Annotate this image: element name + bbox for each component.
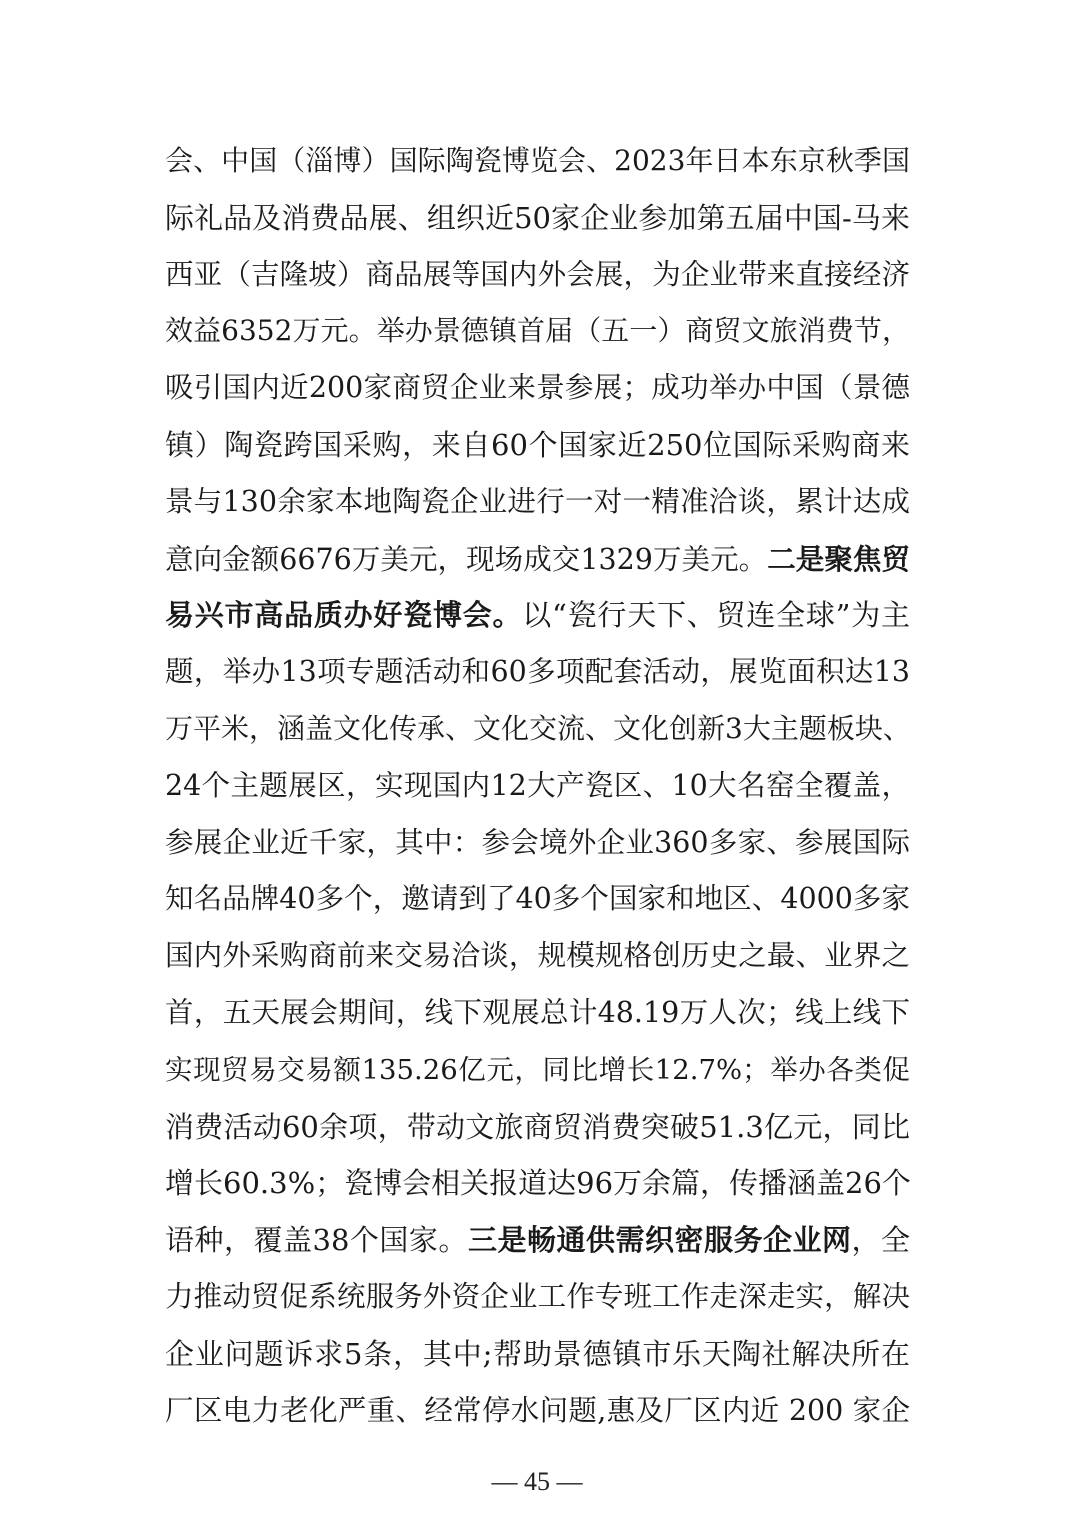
text-segment: 会、中国（淄博）国际陶瓷博览会、2023年日本东京秋季国	[165, 144, 910, 177]
text-line	[165, 876, 910, 922]
text-segment: 力推动贸促系统服务外资企业工作专班工作走深走实，解决	[165, 1280, 910, 1313]
text-line	[165, 933, 910, 979]
text-line	[165, 536, 910, 582]
text-segment: 消费活动60余项，带动文旅商贸消费突破51.3亿元，同比	[165, 1109, 910, 1144]
text-segment: 参展企业近千家，其中：参会境外企业360多家、参展国际	[165, 825, 910, 859]
text-segment: 效益6352万元。举办景德镇首届（五一）商贸文旅消费节，	[165, 314, 910, 348]
text-segment: 意向金额6676万美元，现场成交1329万美元。	[165, 542, 768, 576]
text-line	[165, 195, 910, 241]
text-line	[165, 1217, 910, 1263]
text-segment: 以“瓷行天下、贸连全球”为主	[522, 598, 910, 633]
text-segment: 知名品牌40多个，邀请到了40多个国家和地区、4000多家	[165, 882, 910, 916]
text-segment: 24个主题展区，实现国内12大产瓷区、10大名窑全覆盖，	[165, 768, 910, 802]
text-segment: 际礼品及消费品展、组织近50家企业参加第五届中国-马来	[165, 200, 910, 235]
bold-heading-text: 二是聚焦贸	[767, 541, 910, 576]
text-line	[165, 1388, 910, 1434]
text-line	[165, 706, 910, 752]
text-segment: 西亚（吉隆坡）商品展等国内外会展，为企业带来直接经济	[165, 257, 910, 291]
text-segment: ，全	[851, 1223, 910, 1258]
text-line	[165, 252, 910, 298]
text-line	[165, 1274, 910, 1320]
text-segment: 厂区电力老化严重、经常停水问题,惠及厂区内近 200 家企	[165, 1393, 910, 1427]
text-segment: 增长60.3%；瓷博会相关报道达96万余篇，传播涵盖26个	[165, 1166, 911, 1201]
bold-heading-text: 三是畅通供需织密服务企业网	[467, 1223, 852, 1258]
text-line	[165, 1160, 910, 1206]
text-segment: 企业问题诉求5条，其中;帮助景德镇市乐天陶社解决所在	[165, 1336, 910, 1371]
text-line	[165, 1104, 910, 1150]
text-segment: 题，举办13项专题活动和60多项配套活动，展览面积达13	[165, 655, 910, 689]
text-segment: 吸引国内近200家商贸企业来景参展；成功举办中国（景德	[165, 371, 910, 405]
text-line	[165, 479, 910, 525]
text-line	[165, 308, 910, 354]
text-line	[165, 990, 910, 1036]
text-line	[165, 422, 910, 468]
text-segment: 万平米，涵盖文化传承、文化交流、文化创新3大主题板块、	[165, 712, 911, 745]
bold-heading-text: 易兴市高品质办好瓷博会。	[165, 598, 523, 633]
text-segment: 实现贸易交易额135.26亿元，同比增长12.7%；举办各类促	[165, 1053, 910, 1086]
text-line	[165, 365, 910, 411]
text-line	[165, 1047, 910, 1093]
page-number: — 45 —	[491, 1467, 583, 1496]
text-segment: 语种，覆盖38个国家。	[165, 1223, 468, 1258]
text-line	[165, 649, 910, 695]
text-line	[165, 763, 910, 809]
text-line	[165, 1331, 910, 1377]
text-line	[165, 820, 910, 866]
text-segment: 首，五天展会期间，线下观展总计48.19万人次；线上线下	[165, 996, 910, 1029]
text-line	[165, 138, 910, 184]
text-segment: 镇）陶瓷跨国采购，来自60个国家近250位国际采购商来	[165, 428, 910, 462]
text-segment: 国内外采购商前来交易洽谈，规模规格创历史之最、业界之	[165, 939, 910, 973]
text-line	[165, 592, 910, 638]
text-segment: 景与130余家本地陶瓷企业进行一对一精准洽谈，累计达成	[165, 484, 910, 518]
